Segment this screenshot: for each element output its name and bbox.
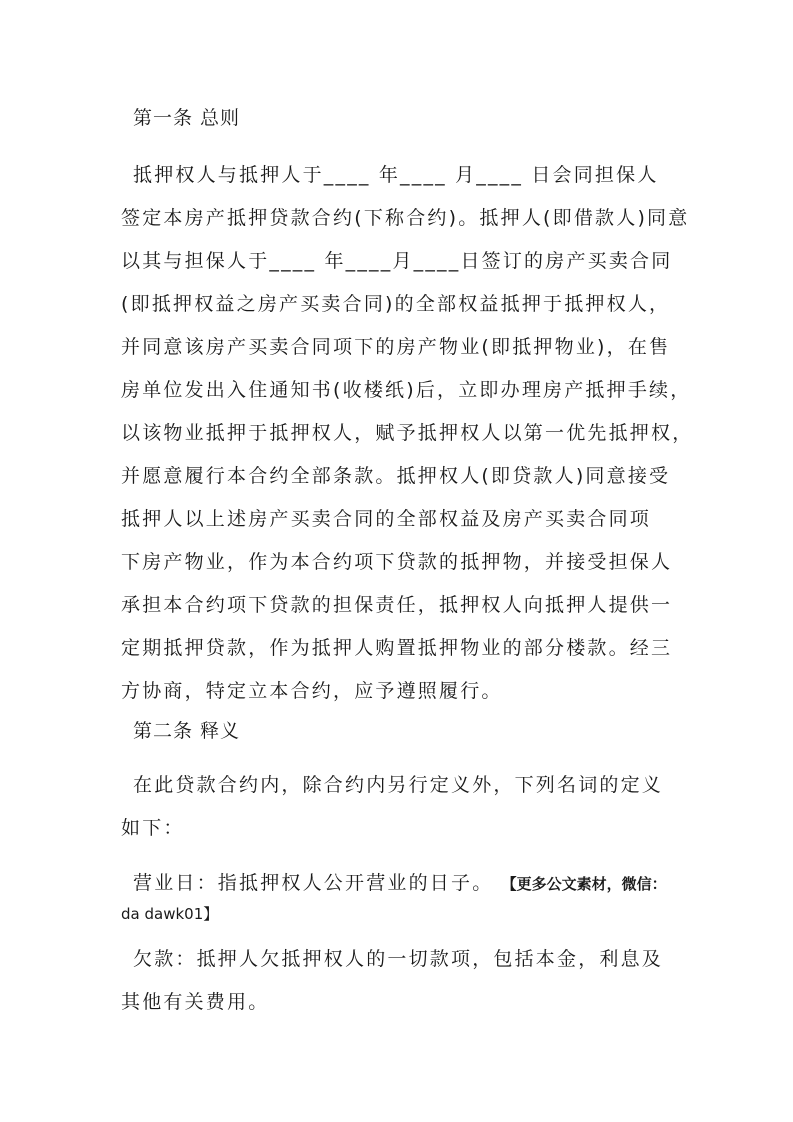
article-1-line-1: 抵押权人与抵押人于____ 年____ 月____ 日会同担保人 [133, 164, 659, 186]
promo-note: 【更多公文素材，微信： [501, 875, 667, 893]
article-1-line-11: 承担本合约项下贷款的担保责任，抵押权人向抵押人提供一 [121, 594, 673, 616]
article-1-line-13: 方协商，特定立本合约，应予遵照履行。 [121, 680, 503, 702]
article-2-intro-line-2: 如下： [121, 817, 185, 839]
business-day-definition [133, 868, 667, 895]
arrears-definition-line-2: 其他有关费用。 [121, 991, 270, 1013]
article-2-heading: 第二条 释义 [133, 720, 241, 742]
article-1-line-4: (即抵押权益之房产买卖合同)的全部权益抵押于抵押权人， [121, 293, 671, 315]
article-1-line-3: 以其与担保人于____ 年____月____日签订的房产买卖合同 [121, 250, 673, 272]
article-1-line-10: 下房产物业，作为本合约项下贷款的抵押物，并接受担保人 [121, 551, 673, 573]
article-1-line-2: 签定本房产抵押贷款合约(下称合约)。抵押人(即借款人)同意 [121, 207, 690, 229]
article-1-line-9: 抵押人以上述房产买卖合同的全部权益及房产买卖合同项 [121, 508, 652, 530]
promo-note-continued: da dawk01】 [121, 905, 219, 923]
article-1-line-6: 房单位发出入住通知书(收楼纸)后，立即办理房产抵押手续， [121, 379, 692, 401]
article-1-line-5: 并同意该房产买卖合同项下的房产物业(即抵押物业)，在售 [121, 336, 671, 358]
article-1-line-12: 定期抵押贷款，作为抵押人购置抵押物业的部分楼款。经三 [121, 637, 673, 659]
article-2-intro-line-1: 在此贷款合约内，除合约内另行定义外，下列名词的定义 [133, 774, 664, 796]
business-day-text: 营业日：指抵押权人公开营业的日子。 [133, 872, 494, 894]
article-1-heading: 第一条 总则 [133, 107, 241, 129]
article-1-line-8: 并愿意履行本合约全部条款。抵押权人(即贷款人)同意接受 [121, 465, 671, 487]
arrears-definition-line-1: 欠款：抵押人欠抵押权人的一切款项，包括本金，利息及 [133, 948, 664, 970]
article-1-line-7: 以该物业抵押于抵押权人，赋予抵押权人以第一优先抵押权， [121, 422, 694, 444]
